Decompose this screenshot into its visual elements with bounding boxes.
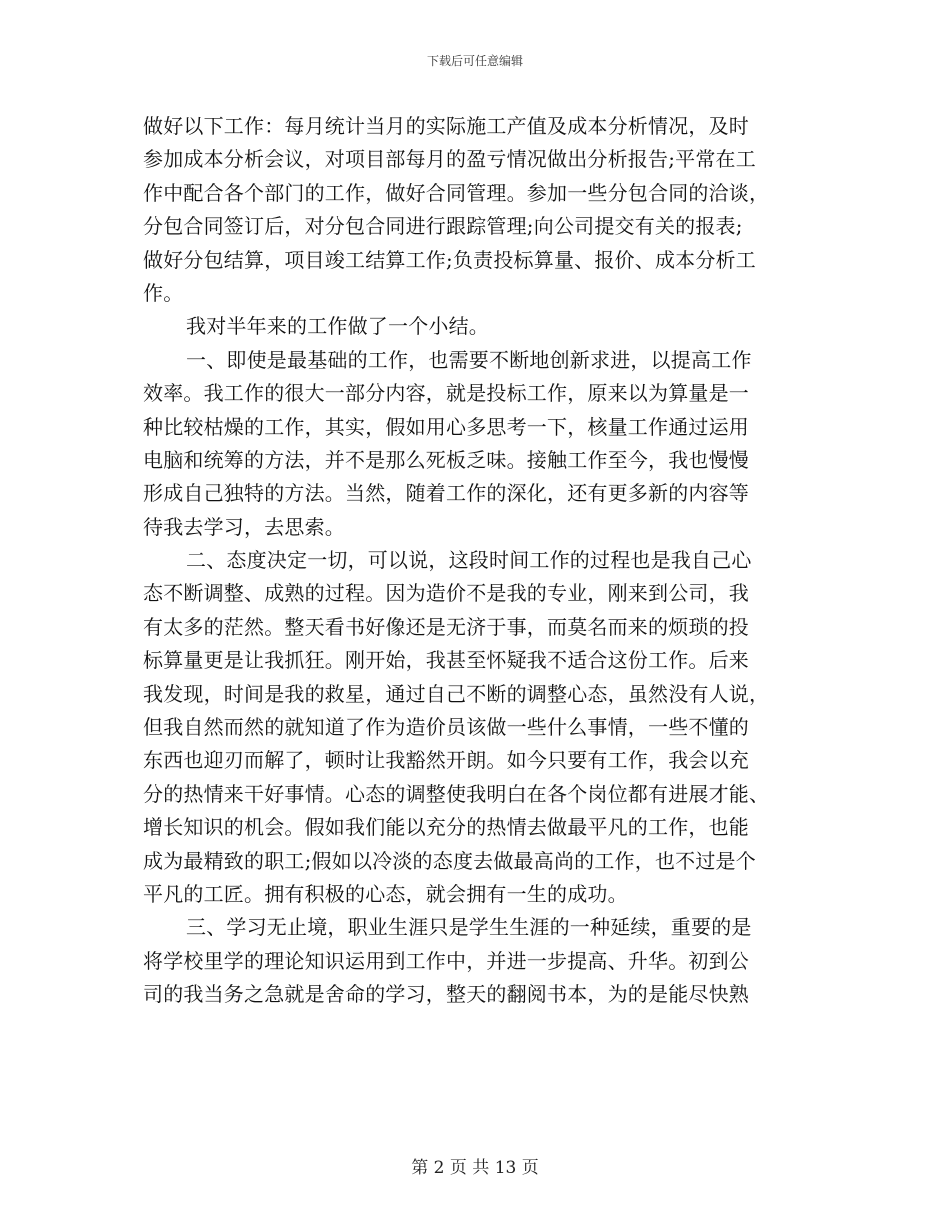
text-line: 东西也迎刃而解了，顿时让我豁然开朗。如今只要有工作，我会以充 [143, 748, 749, 773]
text-line: 参加成本分析会议，对项目部每月的盈亏情况做出分析报告;平常在工 [143, 147, 756, 172]
page-number-footer: 第 2 页 共 13 页 [411, 1158, 539, 1178]
text-line: 分的热情来干好事情。心态的调整使我明白在各个岗位都有进展才能、 [143, 781, 770, 806]
text-line: 司的我当务之急就是舍命的学习，整天的翻阅书本，为的是能尽快熟 [143, 982, 749, 1007]
paragraph-first-line: 二、态度决定一切，可以说，这段时间工作的过程也是我自己心 [186, 548, 752, 573]
text-line: 我发现，时间是我的救星，通过自己不断的调整心态，虽然没有人说， [143, 681, 770, 706]
text-line: 种比较枯燥的工作，其实，假如用心多思考一下，核量工作通过运用 [143, 414, 749, 439]
document-body [143, 110, 807, 1012]
text-line: 但我自然而然的就知道了作为造价员该做一些什么事情，一些不懂的 [143, 715, 749, 740]
text-line: 成为最精致的职工;假如以冷淡的态度去做最高尚的工作，也不过是个 [143, 848, 756, 873]
text-line: 标算量更是让我抓狂。刚开始，我甚至怀疑我不适合这份工作。后来 [143, 648, 749, 673]
download-note-header: 下载后可任意编辑 [426, 54, 523, 68]
text-line: 作中配合各个部门的工作，做好合同管理。参加一些分包合同的洽谈， [143, 180, 770, 205]
text-line: 平凡的工匠。拥有积极的心态，就会拥有一生的成功。 [143, 881, 628, 906]
text-line: 作。 [143, 280, 184, 305]
text-line: 待我去学习，去思索。 [143, 514, 345, 539]
text-line: 做好以下工作：每月统计当月的实际施工产值及成本分析情况，及时 [143, 114, 749, 138]
text-line: 做好分包结算，项目竣工结算工作;负责投标算量、报价、成本分析工 [143, 247, 756, 272]
text-line: 有太多的茫然。整天看书好像还是无济于事，而莫名而来的烦琐的投 [143, 614, 749, 639]
paragraph-first-line: 一、即使是最基础的工作，也需要不断地创新求进，以提高工作 [186, 347, 752, 372]
text-line: 效率。我工作的很大一部分内容，就是投标工作，原来以为算量是一 [143, 381, 749, 406]
paragraph-first-line: 我对半年来的工作做了一个小结。 [186, 314, 489, 339]
text-line: 电脑和统筹的方法，并不是那么死板乏味。接触工作至今，我也慢慢 [143, 447, 749, 472]
text-line: 增长知识的机会。假如我们能以充分的热情去做最平凡的工作，也能 [143, 815, 749, 840]
text-line: 形成自己独特的方法。当然，随着工作的深化，还有更多新的内容等 [143, 481, 749, 506]
text-line: 分包合同签订后，对分包合同进行跟踪管理;向公司提交有关的报表; [143, 214, 743, 239]
text-line: 态不断调整、成熟的过程。因为造价不是我的专业，刚来到公司，我 [143, 581, 749, 606]
paragraph-first-line: 三、学习无止境，职业生涯只是学生生涯的一种延续，重要的是 [186, 915, 752, 940]
text-line: 将学校里学的理论知识运用到工作中，并进一步提高、升华。初到公 [143, 948, 749, 973]
